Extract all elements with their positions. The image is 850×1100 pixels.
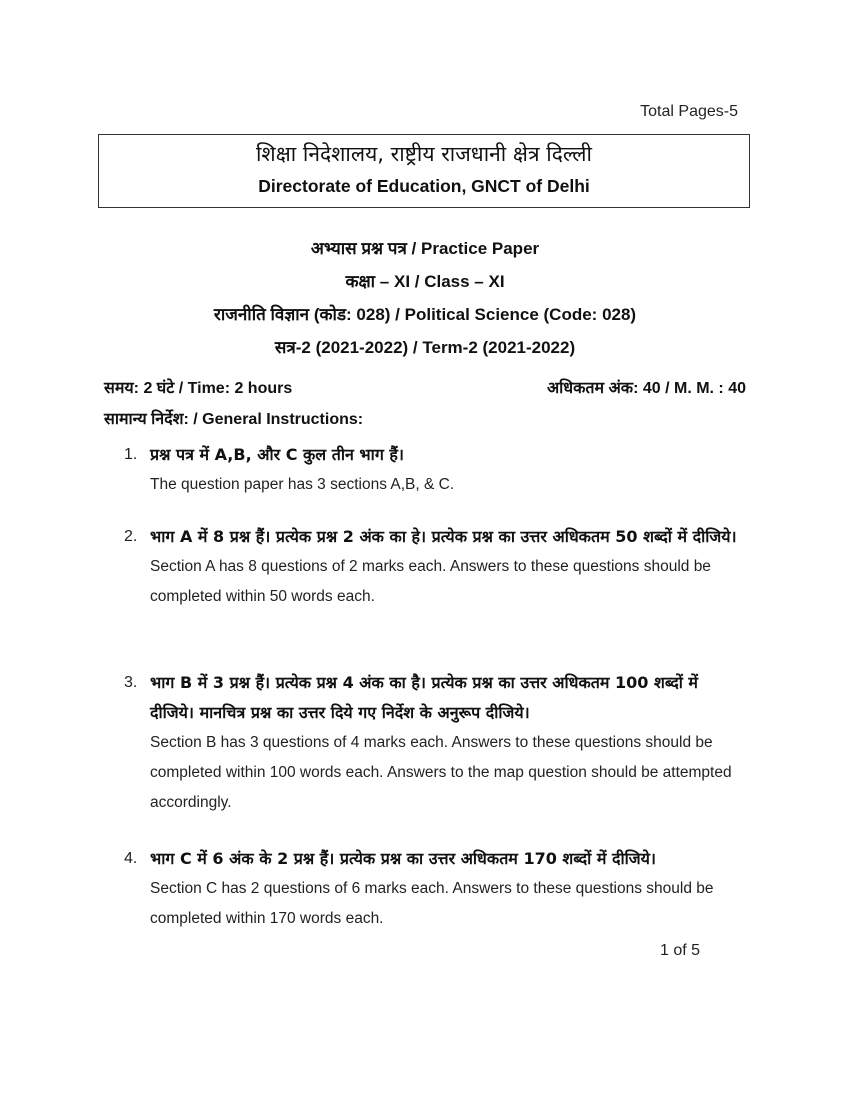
- instruction-number: 2.: [124, 528, 138, 545]
- instruction-number: 3.: [124, 674, 138, 691]
- time-allowed: समय: 2 घंटे / Time: 2 hours: [104, 380, 293, 397]
- instruction-hindi: भाग B में 3 प्रश्न हैं। प्रत्येक प्रश्न 4 अंक का है। प्रत्येक प्रश्न का उत्तर अधिकतम 100 शब्दों में दीजिये। मानचित्र प्रश्न का उत्तर दिये गए निर्देश के अनुरूप दीजिये।: [150, 673, 699, 722]
- instruction-english: Section A has 8 questions of 2 marks each. Answers to these questions should be completed within 50 words each.: [150, 558, 711, 605]
- header-box: [98, 134, 750, 208]
- instruction-english: The question paper has 3 sections A,B, & C.: [150, 476, 455, 493]
- instruction-item-2: [124, 522, 744, 612]
- header-hindi-title: शिक्षा निदेशालय, राष्ट्रीय राजधानी क्षेत्र दिल्ली: [255, 142, 592, 166]
- paper-class: कक्षा – XI / Class – XI: [345, 272, 505, 291]
- instruction-english: Section B has 3 questions of 4 marks each. Answers to these questions should be completed within 100 words each. Answers to the map question should be attempted accordingly.: [150, 734, 732, 811]
- page-indicator: 1 of 5: [660, 942, 701, 959]
- instructions-heading: सामान्य निर्देश: / General Instructions:: [104, 411, 364, 428]
- instruction-english: Section C has 2 questions of 6 marks each. Answers to these questions should be completed within 170 words each.: [150, 880, 714, 927]
- paper-term: सत्र-2 (2021-2022) / Term-2 (2021-2022): [274, 338, 576, 357]
- instruction-hindi: प्रश्न पत्र में A,B, और C कुल तीन भाग हैं।: [150, 445, 404, 464]
- instruction-item-4: [124, 844, 744, 934]
- header-english-title: Directorate of Education, GNCT of Delhi: [258, 176, 590, 196]
- paper-subject: राजनीति विज्ञान (कोड: 028) / Political Science (Code: 028): [213, 305, 637, 324]
- instruction-number: 4.: [124, 850, 138, 867]
- total-pages-label: Total Pages-5: [640, 103, 738, 120]
- instruction-hindi: भाग A में 8 प्रश्न हैं। प्रत्येक प्रश्न 2 अंक का हे। प्रत्येक प्रश्न का उत्तर अधिकतम 50 शब्दों में दीजिये।: [150, 527, 737, 546]
- instruction-hindi: भाग C में 6 अंक के 2 प्रश्न हैं। प्रत्येक प्रश्न का उत्तर अधिकतम 170 शब्दों में दीजिये।: [150, 849, 656, 868]
- instruction-item-1: [124, 440, 744, 500]
- paper-type: अभ्यास प्रश्न पत्र / Practice Paper: [310, 239, 540, 258]
- max-marks: अधिकतम अंक: 40 / M. M. : 40: [546, 380, 746, 397]
- instruction-item-3: [124, 668, 744, 818]
- instruction-number: 1.: [124, 446, 138, 463]
